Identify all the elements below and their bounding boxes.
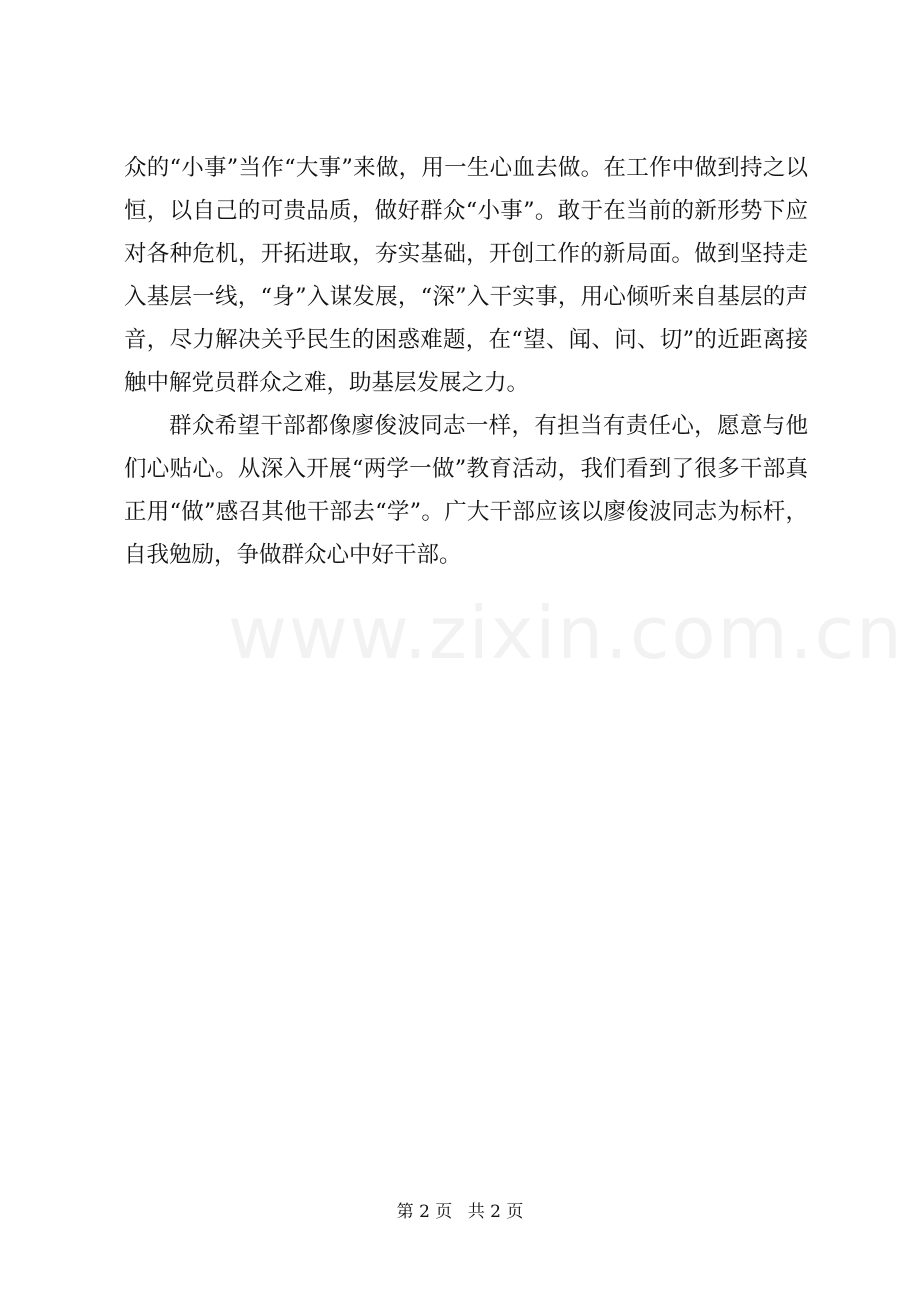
total-pages: 共 2 页 (467, 1202, 524, 1222)
page-footer (0, 1200, 920, 1224)
watermark-text: www.zixin.com.cn (228, 591, 904, 675)
paragraph-1: 众的“小事”当作“大事”来做，用一生心血去做。在工作中做到持之以恒，以自己的可贵品质，做好群众“小事”。敢于在当前的新形势下应对各种危机，开拓进取，夯实基础，开创工作的新局面。做到坚持走入基层一线，“身”入谋发展，“深”入干实事，用心倾听来自基层的声音，尽力解决关乎民生的困惑难题，在“望、闻、问、切”的近距离接触中解党员群众之难，助基层发展之力。 (124, 155, 808, 396)
document-body (124, 147, 808, 577)
paragraph-2: 群众希望干部都像廖俊波同志一样，有担当有责任心，愿意与他们心贴心。从深入开展“两学一做”教育活动，我们看到了很多干部真正用“做”感召其他干部去“学”。广大干部应该以廖俊波同志为标杆，自我勉励，争做群众心中好干部。 (124, 413, 808, 568)
current-page-number: 第 2 页 (396, 1202, 453, 1222)
